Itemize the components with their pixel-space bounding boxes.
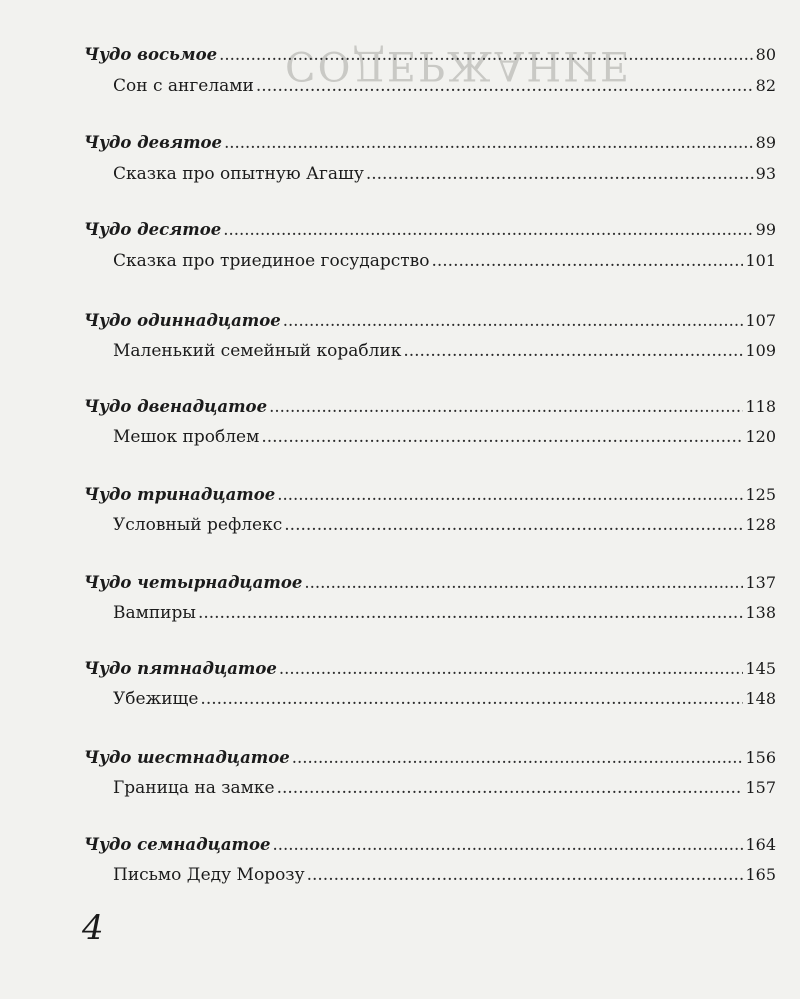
toc-story-entry[interactable] [113,426,776,448]
dot-leader [307,864,744,886]
toc-chapter-entry[interactable] [84,484,776,506]
chapter-page-number: 118 [745,397,776,416]
chapter-title: Чудо пятнадцатое [84,659,277,678]
dot-leader [198,602,744,624]
bleed-through-heading: СОДЕРЖАНИЕ [285,42,632,88]
dot-leader [284,514,743,536]
dot-leader [431,250,743,272]
chapter-title: Чудо тринадцатое [84,485,276,504]
dot-leader [277,777,744,799]
page-number: 4 [82,908,104,948]
chapter-title: Чудо восьмое [84,45,218,64]
story-page-number: 157 [745,778,776,797]
dot-leader [277,484,743,506]
chapter-page-number: 164 [745,835,776,854]
toc-chapter-entry[interactable] [84,219,776,241]
chapter-title: Чудо семнадцатое [84,835,271,854]
chapter-page-number: 145 [745,659,776,678]
chapter-title: Чудо шестнадцатое [84,748,290,767]
dot-leader [292,747,744,769]
toc-story-entry[interactable] [113,602,776,624]
dot-leader [403,340,743,362]
story-page-number: 101 [745,251,776,270]
chapter-title: Чудо одиннадцатое [84,311,281,330]
toc-chapter-entry[interactable] [84,132,776,154]
toc-story-entry[interactable] [113,514,776,536]
toc-story-entry[interactable] [113,250,776,272]
story-page-number: 128 [745,515,776,534]
chapter-page-number: 80 [755,45,776,64]
story-title: Условный рефлекс [113,515,283,535]
toc-chapter-entry[interactable] [84,44,776,66]
dot-leader [269,396,743,418]
dot-leader [304,572,743,594]
dot-leader [283,310,744,332]
toc-chapter-entry[interactable] [84,747,776,769]
toc-chapter-entry[interactable] [84,396,776,418]
toc-story-entry[interactable] [113,75,776,97]
toc-story-entry[interactable] [113,864,776,886]
chapter-page-number: 107 [745,311,776,330]
story-page-number: 165 [745,865,776,884]
dot-leader [261,426,743,448]
dot-leader [256,75,754,97]
story-title: Граница на замке [113,778,275,798]
chapter-title: Чудо четырнадцатое [84,573,303,592]
chapter-title: Чудо десятое [84,220,222,239]
chapter-page-number: 99 [755,220,776,239]
toc-story-entry[interactable] [113,777,776,799]
chapter-title: Чудо двенадцатое [84,397,268,416]
story-page-number: 82 [755,76,776,95]
story-title: Мешок проблем [113,427,260,447]
dot-leader [273,834,744,856]
story-title: Вампиры [113,603,196,623]
chapter-page-number: 137 [745,573,776,592]
story-title: Сон с ангелами [113,76,254,96]
story-page-number: 93 [755,164,776,183]
chapter-page-number: 156 [745,748,776,767]
toc-story-entry[interactable] [113,340,776,362]
toc-chapter-entry[interactable] [84,834,776,856]
chapter-title: Чудо девятое [84,133,223,152]
toc-chapter-entry[interactable] [84,310,776,332]
toc-story-entry[interactable] [113,688,776,710]
story-title: Письмо Деду Морозу [113,865,305,885]
dot-leader [366,163,754,185]
dot-leader [279,658,744,680]
dot-leader [223,219,753,241]
story-title: Убежище [113,689,199,709]
chapter-page-number: 125 [745,485,776,504]
dot-leader [224,132,754,154]
toc-story-entry[interactable] [113,163,776,185]
toc-chapter-entry[interactable] [84,572,776,594]
story-page-number: 138 [745,603,776,622]
chapter-page-number: 89 [755,133,776,152]
story-page-number: 109 [745,341,776,360]
toc-chapter-entry[interactable] [84,658,776,680]
story-title: Сказка про опытную Агашу [113,164,364,184]
dot-leader [219,44,754,66]
story-title: Маленький семейный кораблик [113,341,402,361]
dot-leader [200,688,743,710]
story-page-number: 148 [745,689,776,708]
story-title: Сказка про триединое государство [113,251,430,271]
story-page-number: 120 [745,427,776,446]
